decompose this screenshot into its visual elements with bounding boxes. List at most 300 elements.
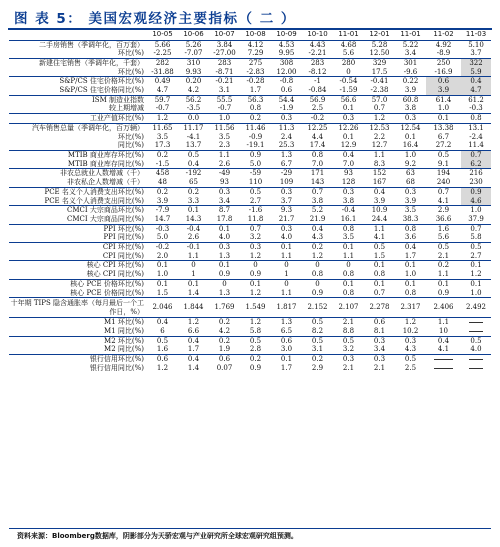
- value-cell: 8.3: [373, 159, 386, 168]
- row-label: 较上期增减: [109, 104, 144, 113]
- table-row: [9, 197, 491, 206]
- value-cell: 10.2: [402, 326, 419, 335]
- value-cell: 0.2: [209, 318, 240, 327]
- value-cell: 56.9: [302, 95, 333, 104]
- row-label: 汽车销售总量（季调年化，百万辆）: [9, 123, 147, 132]
- value-cell: 0.0: [178, 114, 209, 124]
- value-cell: 9.2: [404, 159, 417, 168]
- value-cell: 2.7: [249, 196, 262, 205]
- value-cell: -49: [209, 169, 240, 178]
- column-header: 10-05: [147, 30, 178, 40]
- row-label: MTIB 商业库存同比(%): [67, 159, 144, 168]
- row-label: 环比(%): [117, 49, 144, 58]
- value-cell: 61.2: [461, 95, 491, 104]
- value-cell: 9.3: [271, 206, 302, 215]
- value-cell: 4.92: [435, 40, 452, 49]
- value-cell: 0.1: [342, 132, 355, 141]
- column-header: 10-07: [209, 30, 240, 40]
- table-row: [9, 215, 491, 224]
- header-row: [9, 30, 491, 40]
- row-label: M2 环比(%): [9, 336, 147, 345]
- value-cell: 5.28: [371, 40, 388, 49]
- value-cell: 0.3: [395, 336, 426, 345]
- value-cell: 3.4: [373, 345, 386, 354]
- value-cell: -1.6: [240, 206, 271, 215]
- indicator-table: [9, 30, 491, 373]
- value-cell: 11.56: [209, 123, 240, 132]
- value-cell: 68: [406, 178, 415, 187]
- value-cell: 0.1: [426, 279, 461, 288]
- value-cell: 0.1: [426, 114, 461, 124]
- value-cell: 1.1: [426, 318, 461, 327]
- value-cell: 36.6: [435, 214, 452, 223]
- row-label: 环比(%): [117, 67, 144, 76]
- value-cell: 3.4: [218, 196, 231, 205]
- value-cell: 2.406: [426, 298, 461, 318]
- value-cell: 250: [426, 58, 461, 67]
- value-cell: 0.4: [187, 159, 200, 168]
- value-cell: 13.38: [426, 123, 461, 132]
- value-cell: 280: [333, 58, 364, 67]
- value-cell: 0.2: [147, 187, 178, 196]
- value-cell: -0.4: [178, 224, 209, 233]
- value-cell: 310: [178, 58, 209, 67]
- value-cell: 1.1: [187, 251, 200, 260]
- empty-dash-cell: [426, 364, 461, 373]
- value-cell: 283: [302, 58, 333, 67]
- value-cell: 0.9: [311, 288, 324, 297]
- value-cell: 3.8: [311, 196, 324, 205]
- value-cell: 2.6: [187, 233, 200, 242]
- value-cell: 0.2: [209, 336, 240, 345]
- value-cell: -2.21: [308, 49, 327, 58]
- value-cell: 0.1: [461, 261, 491, 270]
- value-cell: -192: [178, 169, 209, 178]
- dash-line: [434, 368, 453, 369]
- value-cell: 12.26: [333, 123, 364, 132]
- value-cell: 0.8: [311, 270, 324, 279]
- value-cell: 0: [302, 279, 333, 288]
- value-cell: 12.54: [395, 123, 426, 132]
- table-row: [9, 289, 491, 298]
- value-cell: 3.1: [218, 86, 231, 95]
- value-cell: 1.1: [437, 270, 450, 279]
- value-cell: 13.7: [185, 141, 202, 150]
- value-cell: 0.8: [342, 288, 355, 297]
- value-cell: 1.7: [280, 363, 293, 372]
- empty-dash-cell: [461, 327, 491, 336]
- value-cell: -0.7: [217, 104, 232, 113]
- value-cell: 1.1: [342, 251, 355, 260]
- value-cell: 12.50: [369, 49, 390, 58]
- table-row: [9, 114, 491, 124]
- value-cell: 0.8: [302, 151, 333, 160]
- value-cell: 3.6: [404, 233, 417, 242]
- value-cell: 1.0: [395, 151, 426, 160]
- column-header: 12-01: [364, 30, 395, 40]
- dash-line: [469, 359, 483, 360]
- table-row: [9, 178, 491, 187]
- row-label: 核心 PCE 价格同比(%): [70, 288, 144, 297]
- value-cell: 0.3: [333, 114, 364, 124]
- value-cell: 1.2: [311, 251, 324, 260]
- table-row: [9, 252, 491, 261]
- column-header: 11-02: [426, 30, 461, 40]
- value-cell: 11.4: [468, 141, 484, 150]
- value-cell: 0.1: [333, 243, 364, 252]
- value-cell: 0.8: [249, 104, 262, 113]
- value-cell: 0.2: [302, 355, 333, 364]
- value-cell: 14.3: [185, 214, 202, 223]
- value-cell: 2.317: [395, 298, 426, 318]
- value-cell: -1.5: [155, 159, 170, 168]
- table-row: [9, 123, 491, 132]
- value-cell: 1.0: [404, 270, 417, 279]
- value-cell: 9.1: [437, 159, 450, 168]
- row-label: CPI 环比(%): [9, 243, 147, 252]
- value-cell: -29: [271, 169, 302, 178]
- value-cell: 8.8: [342, 326, 355, 335]
- source-note: 资料来源：Bloomberg数据库，阴影部分为天骄宏观与产业研究所全球宏观研究组预测。: [17, 532, 298, 540]
- value-cell: 167: [372, 178, 387, 187]
- value-cell: 0.1: [209, 261, 240, 270]
- value-cell: 1.5: [373, 251, 386, 260]
- table-row: [9, 364, 491, 373]
- value-cell: 171: [302, 169, 333, 178]
- empty-dash-cell: [461, 355, 491, 364]
- value-cell: 0.2: [302, 243, 333, 252]
- value-cell: 0: [209, 279, 240, 288]
- value-cell: 0.3: [271, 224, 302, 233]
- row-label: 环比(%): [117, 132, 144, 141]
- value-cell: 7.0: [311, 159, 324, 168]
- value-cell: 2.5: [311, 104, 324, 113]
- value-cell: 0.3: [395, 187, 426, 196]
- value-cell: 1.2: [178, 318, 209, 327]
- value-cell: 143: [310, 178, 325, 187]
- value-cell: 24.4: [371, 214, 388, 223]
- row-label: PCE 名义个人消费支出同比(%): [44, 196, 144, 205]
- row-label: M1 同比(%): [104, 326, 144, 335]
- value-cell: 5.0: [249, 159, 262, 168]
- value-cell: 2.4: [280, 132, 293, 141]
- value-cell: 0.1: [333, 279, 364, 288]
- value-cell: 1.2: [395, 318, 426, 327]
- value-cell: 57.0: [364, 95, 395, 104]
- value-cell: 0.1: [178, 279, 209, 288]
- value-cell: 59.7: [147, 95, 178, 104]
- value-cell: 6.5: [280, 326, 293, 335]
- value-cell: -0.28: [240, 77, 271, 86]
- value-cell: 0.6: [147, 355, 178, 364]
- row-label: 二手房销售（季调年化，百万套）: [39, 40, 144, 49]
- table-row: [9, 169, 491, 178]
- value-cell: 4.7: [156, 86, 169, 95]
- value-cell: 0.9: [461, 187, 491, 196]
- table-row: [9, 77, 491, 86]
- value-cell: 0.2: [147, 151, 178, 160]
- column-header: 10-06: [178, 30, 209, 40]
- value-cell: -0.8: [271, 77, 302, 86]
- value-cell: 0.3: [271, 187, 302, 196]
- value-cell: 3.8: [342, 196, 355, 205]
- value-cell: 0: [271, 261, 302, 270]
- value-cell: 38.3: [402, 214, 419, 223]
- value-cell: 2.8: [249, 345, 262, 354]
- value-cell: 3.1: [311, 345, 324, 354]
- value-cell: -1: [302, 77, 333, 86]
- value-cell: 1.2: [249, 251, 262, 260]
- value-cell: 329: [364, 58, 395, 67]
- value-cell: 17.5: [371, 67, 388, 76]
- row-label: 工业产值环比(%): [9, 114, 147, 124]
- value-cell: -0.9: [248, 132, 263, 141]
- column-header: 10-10: [302, 30, 333, 40]
- value-cell: 0.4: [178, 355, 209, 364]
- value-cell: 0.49: [147, 77, 178, 86]
- table-row: [9, 206, 491, 215]
- value-cell: 1.0: [209, 114, 240, 124]
- value-cell: 3.5: [156, 132, 169, 141]
- value-cell: -0.2: [302, 114, 333, 124]
- value-cell: 27.2: [435, 141, 452, 150]
- value-cell: -4.1: [186, 132, 201, 141]
- value-cell: 4.3: [404, 345, 417, 354]
- value-cell: 0: [240, 261, 271, 270]
- value-cell: 1.4: [187, 363, 200, 372]
- value-cell: 2.278: [364, 298, 395, 318]
- value-cell: 4.6: [461, 197, 491, 206]
- value-cell: 1.2: [147, 114, 178, 124]
- value-cell: 10: [439, 326, 448, 335]
- value-cell: 0.9: [249, 270, 262, 279]
- value-cell: 0.5: [364, 243, 395, 252]
- value-cell: 3.7: [470, 49, 482, 58]
- value-cell: 9.93: [185, 67, 202, 76]
- value-cell: 4.12: [247, 40, 264, 49]
- value-cell: 0.8: [333, 224, 364, 233]
- value-cell: -0.3: [469, 104, 483, 113]
- value-cell: 0.3: [333, 187, 364, 196]
- value-cell: 0.6: [271, 336, 302, 345]
- value-cell: 0.1: [461, 279, 491, 288]
- value-cell: 0.5: [240, 336, 271, 345]
- value-cell: 21.9: [309, 214, 326, 223]
- value-cell: -9.6: [403, 67, 418, 76]
- table-row: [9, 243, 491, 252]
- row-label: PPI 环比(%): [9, 224, 147, 233]
- header-label-cell: [9, 30, 147, 40]
- value-cell: 0.7: [240, 224, 271, 233]
- value-cell: 1.4: [187, 288, 200, 297]
- value-cell: 1.2: [249, 288, 262, 297]
- row-label: 同比(%): [117, 141, 144, 150]
- value-cell: 56.3: [240, 95, 271, 104]
- row-label: PPI 同比(%): [103, 233, 144, 242]
- value-cell: -0.1: [178, 243, 209, 252]
- value-cell: 60.8: [395, 95, 426, 104]
- value-cell: 2.1: [437, 251, 450, 260]
- value-cell: 1.5: [156, 288, 169, 297]
- value-cell: 17.8: [216, 214, 233, 223]
- value-cell: -27.00: [213, 49, 236, 58]
- value-cell: -0.21: [209, 77, 240, 86]
- value-cell: 0.7: [302, 187, 333, 196]
- value-cell: -1.59: [339, 86, 358, 95]
- value-cell: 3.9: [426, 86, 461, 95]
- value-cell: 128: [341, 178, 356, 187]
- value-cell: 0.1: [364, 261, 395, 270]
- value-cell: 3.7: [280, 196, 293, 205]
- value-cell: 0.4: [461, 77, 491, 86]
- row-label: S&P/CS 住宅价格环比(%): [9, 77, 147, 86]
- row-label: ISM 制造业指数: [9, 95, 147, 104]
- value-cell: 0.1: [395, 279, 426, 288]
- value-cell: -3.5: [186, 104, 201, 113]
- value-cell: 1.769: [209, 298, 240, 318]
- value-cell: 8.7: [209, 206, 240, 215]
- bottom-rule: [9, 528, 491, 529]
- row-label: 新建住宅销售（季调年化，千套）: [9, 58, 147, 67]
- value-cell: 1.1: [209, 151, 240, 160]
- value-cell: 282: [147, 58, 178, 67]
- value-cell: -0.54: [333, 77, 364, 86]
- value-cell: 0.4: [426, 336, 461, 345]
- value-cell: 3.5: [218, 132, 231, 141]
- value-cell: -7.9: [147, 206, 178, 215]
- value-cell: 1.1: [280, 251, 293, 260]
- value-cell: 56.6: [333, 95, 364, 104]
- value-cell: 0.2: [178, 187, 209, 196]
- value-cell: 5.2: [302, 206, 333, 215]
- value-cell: 5.8: [470, 233, 482, 242]
- value-cell: 11.46: [240, 123, 271, 132]
- row-label: 十年期 TIPS 隐含通胀率（每月最后一个工作日，%）: [9, 298, 147, 318]
- value-cell: 2.107: [333, 298, 364, 318]
- value-cell: 152: [364, 169, 395, 178]
- value-cell: 54.4: [271, 95, 302, 104]
- value-cell: -7.07: [184, 49, 203, 58]
- table-row: [9, 261, 491, 270]
- value-cell: 12.25: [302, 123, 333, 132]
- value-cell: 21.7: [278, 214, 295, 223]
- table-row: [9, 270, 491, 279]
- value-cell: 4.1: [437, 196, 450, 205]
- value-cell: 275: [240, 58, 271, 67]
- value-cell: 0.8: [342, 270, 355, 279]
- value-cell: 6.2: [461, 160, 491, 169]
- value-cell: 0.5: [426, 243, 461, 252]
- row-label: M1 环比(%): [9, 318, 147, 327]
- value-cell: 0.5: [426, 151, 461, 160]
- value-cell: 458: [147, 169, 178, 178]
- dash-line: [434, 359, 453, 360]
- row-label: 银行信用环比(%): [9, 355, 147, 364]
- value-cell: 1.844: [178, 298, 209, 318]
- table-row: [9, 279, 491, 288]
- value-cell: 11.65: [147, 123, 178, 132]
- table-row: [9, 345, 491, 354]
- value-cell: 2.7: [470, 251, 482, 260]
- value-cell: 3.8: [404, 104, 417, 113]
- table-row: [9, 40, 491, 49]
- value-cell: 0: [333, 261, 364, 270]
- column-header: 11-03: [461, 30, 491, 40]
- value-cell: 3.2: [249, 233, 262, 242]
- value-cell: 0.5: [395, 355, 426, 364]
- value-cell: 301: [395, 58, 426, 67]
- value-cell: 5.8: [249, 326, 262, 335]
- value-cell: 4.43: [309, 40, 326, 49]
- value-cell: 109: [279, 178, 294, 187]
- value-cell: -0.3: [147, 224, 178, 233]
- value-cell: 0.6: [364, 318, 395, 327]
- table-body: [9, 40, 491, 373]
- value-cell: 4.0: [280, 233, 293, 242]
- value-cell: 5.26: [185, 40, 202, 49]
- value-cell: 0.7: [426, 187, 461, 196]
- value-cell: 25.3: [278, 141, 295, 150]
- value-cell: 37.9: [468, 214, 484, 223]
- value-cell: 110: [248, 178, 263, 187]
- value-cell: -0.2: [147, 243, 178, 252]
- value-cell: 0.1: [395, 261, 426, 270]
- value-cell: 5.6: [437, 233, 450, 242]
- value-cell: 2.9: [311, 363, 324, 372]
- value-cell: 240: [436, 178, 451, 187]
- value-cell: 4.2: [187, 86, 200, 95]
- dash-line: [469, 368, 483, 369]
- value-cell: -0.41: [364, 77, 395, 86]
- value-cell: 0.1: [178, 206, 209, 215]
- value-cell: 1: [191, 270, 196, 279]
- empty-dash-cell: [426, 355, 461, 364]
- value-cell: 11.17: [178, 123, 209, 132]
- value-cell: 0.9: [437, 288, 450, 297]
- value-cell: 4.7: [461, 86, 491, 95]
- value-cell: 0: [178, 261, 209, 270]
- value-cell: 11.3: [271, 123, 302, 132]
- title-bar: [8, 6, 492, 26]
- value-cell: 1.2: [470, 270, 482, 279]
- value-cell: -19.1: [246, 141, 265, 150]
- row-label: 非农私企人数增减（千）: [67, 178, 144, 187]
- row-label: CMCI 大宗商品同比(%): [67, 214, 144, 223]
- value-cell: 0.9: [240, 151, 271, 160]
- value-cell: 12.9: [340, 141, 357, 150]
- table-row: [9, 104, 491, 113]
- value-cell: 56.2: [178, 95, 209, 104]
- value-cell: 0.6: [426, 77, 461, 86]
- value-cell: 0.8: [373, 270, 386, 279]
- value-cell: 3.3: [187, 196, 200, 205]
- value-cell: 1.3: [218, 251, 231, 260]
- value-cell: 0.3: [333, 355, 364, 364]
- value-cell: 1.0: [461, 206, 491, 215]
- value-cell: -0.84: [308, 86, 327, 95]
- row-label: 核心 CPI 环比(%): [9, 261, 147, 270]
- value-cell: 1.0: [156, 270, 169, 279]
- value-cell: -59: [240, 169, 271, 178]
- value-cell: 4.53: [278, 40, 295, 49]
- value-cell: 0.5: [240, 187, 271, 196]
- value-cell: 0.1: [404, 132, 417, 141]
- value-cell: 8.1: [373, 326, 386, 335]
- value-cell: 1.3: [218, 288, 231, 297]
- value-cell: 0.1: [209, 224, 240, 233]
- value-cell: 0.5: [461, 336, 491, 345]
- value-cell: 0.5: [302, 318, 333, 327]
